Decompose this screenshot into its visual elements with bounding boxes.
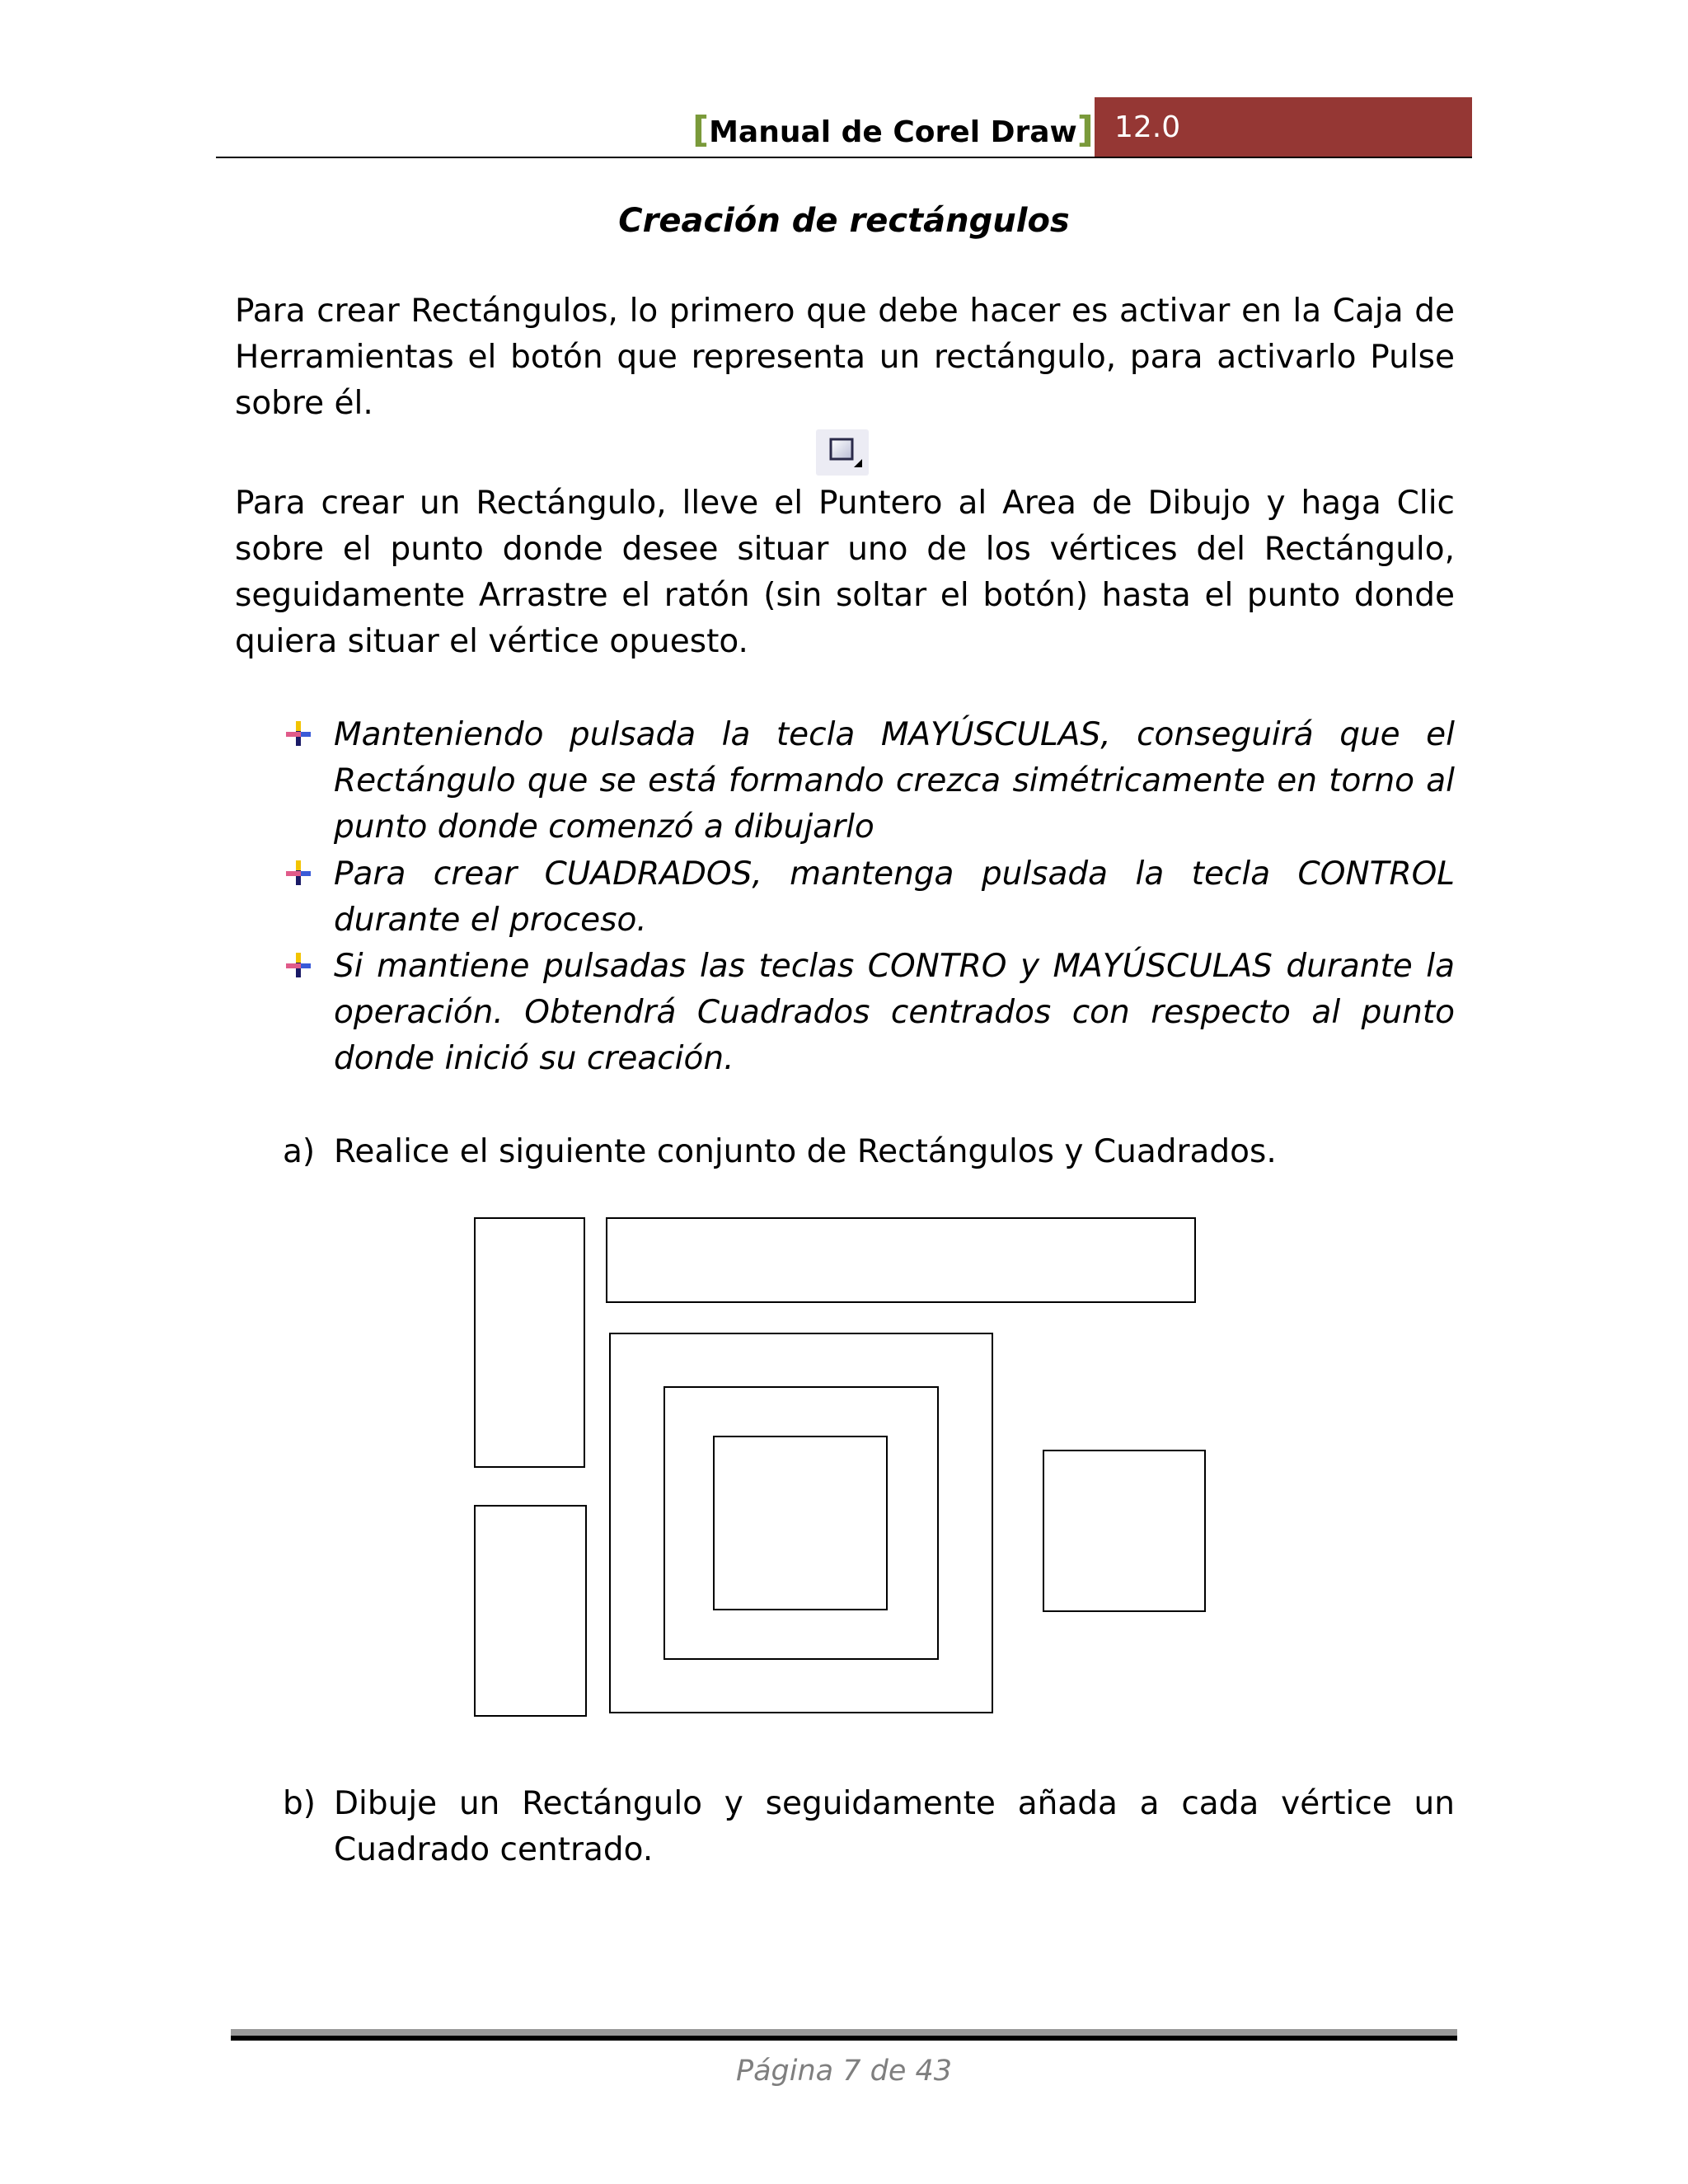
header-bracket-close: ] <box>1076 109 1094 151</box>
rectangle-tool-icon <box>816 429 869 476</box>
rect-top-wide <box>607 1218 1195 1302</box>
exercise-b-text: Dibuje un Rectángulo y seguidamente añada a cada vértice un Cuadrado centrado. <box>334 1785 1455 1868</box>
square-right <box>1043 1451 1205 1611</box>
bullet-item-3: Si mantiene pulsadas las teclas CONTRO y MAYÚSCULAS durante la operación. Obtendrá Cuadrados centrados con respecto al punto donde inició su creación. <box>334 948 1455 1077</box>
square-inner <box>714 1436 887 1610</box>
bullet-item-1: Manteniendo pulsada la tecla MAYÚSCULAS, conseguirá que el Rectángulo que se está formando crezca simétricamente en torno al punto donde comenzó a dibujarlo <box>334 716 1455 846</box>
header-title-text: Manual de Corel Draw <box>709 115 1077 149</box>
footer-rule-grey <box>231 2029 1457 2036</box>
bullet-item-2: Para crear CUADRADOS, mantenga pulsada la tecla CONTROL durante el proceso. <box>334 855 1455 939</box>
page-number: Página 7 de 43 <box>735 2055 953 2088</box>
header-title <box>692 105 1094 157</box>
rect-left-top <box>475 1218 584 1467</box>
square-outer <box>610 1333 992 1713</box>
paragraph-1: Para crear Rectángulos, lo primero que debe hacer es activar en la Caja de Herramientas el botón que representa un rectángulo, para activarlo Pulse sobre él. <box>235 293 1455 422</box>
rect-left-bottom <box>475 1506 586 1716</box>
header-version: 12.0 <box>1095 97 1472 158</box>
exercise-a-label: a) <box>283 1133 316 1170</box>
header-rule <box>216 157 1472 158</box>
exercise-a-text: Realice el siguiente conjunto de Rectángulos y Cuadrados. <box>334 1133 1277 1170</box>
colored-cross-bullet-icon <box>284 951 314 981</box>
colored-cross-bullet-icon <box>284 859 314 888</box>
header-bracket-open: [ <box>692 109 710 151</box>
paragraph-2: Para crear un Rectángulo, lleve el Puntero al Area de Dibujo y haga Clic sobre el punto donde desee situar uno de los vértices del Rectángulo, seguidamente Arrastre el ratón (sin soltar el botón) hasta el punto donde quiera situar el vértice opuesto. <box>235 485 1455 660</box>
exercise-b-label: b) <box>283 1785 316 1822</box>
colored-cross-bullet-icon <box>284 719 314 749</box>
section-title: Creación de rectángulos <box>618 202 1070 240</box>
footer-rule-black <box>231 2036 1457 2041</box>
square-middle <box>664 1387 938 1659</box>
